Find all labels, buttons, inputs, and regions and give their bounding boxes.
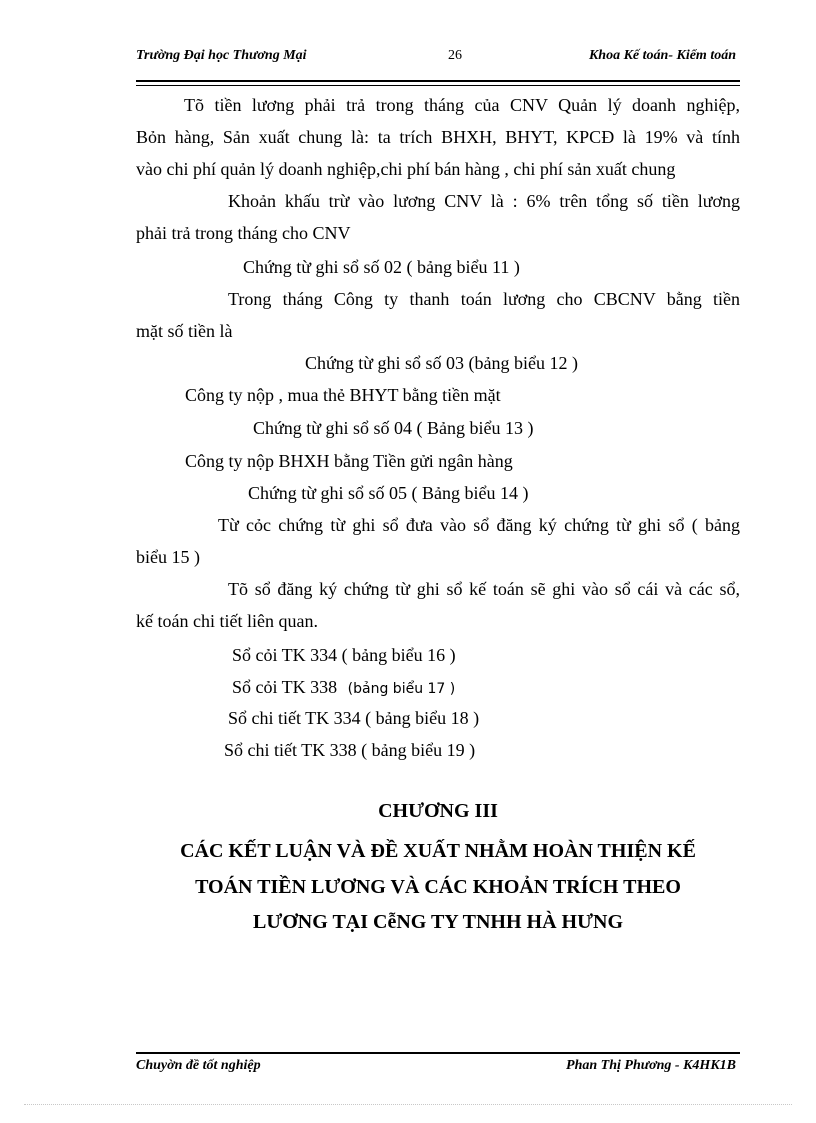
paragraph-line: Bỏn hàng, Sản xuất chung là: ta trích BHXH, BHYT, KPCĐ là 19% và tính [136,127,740,147]
page-edge-divider [24,1104,792,1105]
chapter-title-line: CÁC KẾT LUẬN VÀ ĐỀ XUẤT NHẰM HOÀN THIỆN KẾ [180,840,696,862]
paragraph-line: biểu 15 ) [136,547,200,567]
header-rule-thick [136,80,740,82]
voucher-reference: Chứng từ ghi sổ số 04 ( Bảng biểu 13 ) [253,418,534,438]
header-rule-thin [136,85,740,86]
ledger-item-name: Sổ cỏi TK 338 [232,677,338,697]
header-school: Trường Đại học Thương Mại [136,48,307,63]
voucher-reference: Chứng từ ghi sổ số 03 (bảng biểu 12 ) [305,353,578,373]
footer-author: Phan Thị Phương - K4HK1B [566,1058,736,1073]
chapter-title-line: TOÁN TIỀN LƯƠNG VÀ CÁC KHOẢN TRÍCH THEO [195,876,681,898]
ledger-item: Sổ cỏi TK 334 ( bảng biểu 16 ) [232,645,456,665]
paragraph-line: Từ cỏc chứng từ ghi sổ đưa vào sổ đăng ký chứng từ ghi sổ ( bảng [218,515,740,535]
footer-rule [136,1052,740,1054]
voucher-reference: Chứng từ ghi sổ số 02 ( bảng biểu 11 ) [243,257,520,277]
paragraph-line: kế toán chi tiết liên quan. [136,611,318,631]
page-number: 26 [448,48,462,63]
paragraph-line: Khoản khấu trừ vào lương CNV là : 6% trên tổng số tiền lương [228,191,740,211]
paragraph-line: Tõ tiền lương phải trả trong tháng của CNV Quản lý doanh nghiệp, [184,95,740,115]
paragraph-line: Công ty nộp BHXH bằng Tiền gửi ngân hàng [185,451,513,471]
ledger-item-ref: (bảng biểu 17 ) [347,681,456,697]
header-faculty: Khoa Kế toán- Kiểm toán [588,48,736,63]
paragraph-line: phải trả trong tháng cho CNV [136,223,351,243]
footer-thesis-label: Chuyờn đề tốt nghiệp [136,1058,261,1073]
ledger-item: Sổ chi tiết TK 334 ( bảng biểu 18 ) [228,708,480,728]
paragraph-line: vào chi phí quản lý doanh nghiệp,chi phí bán hàng , chi phí sản xuất chung [136,159,676,179]
paragraph-line: Trong tháng Công ty thanh toán lương cho CBCNV bằng tiền [228,289,740,309]
paragraph-line: Tõ sổ đăng ký chứng từ ghi sổ kế toán sẽ ghi vào sổ cái và các sổ, [228,579,740,599]
ledger-item: Sổ chi tiết TK 338 ( bảng biểu 19 ) [224,740,476,760]
voucher-reference: Chứng từ ghi sổ số 05 ( Bảng biểu 14 ) [248,483,529,503]
paragraph-line: Công ty nộp , mua thẻ BHYT bằng tiền mặt [185,385,501,405]
ledger-item [232,675,455,701]
chapter-number: CHƯƠNG III [378,800,498,822]
chapter-title-line: LƯƠNG TẠI CễNG TY TNHH HÀ HƯNG [252,911,624,933]
paragraph-line: mặt số tiền là [136,321,233,341]
